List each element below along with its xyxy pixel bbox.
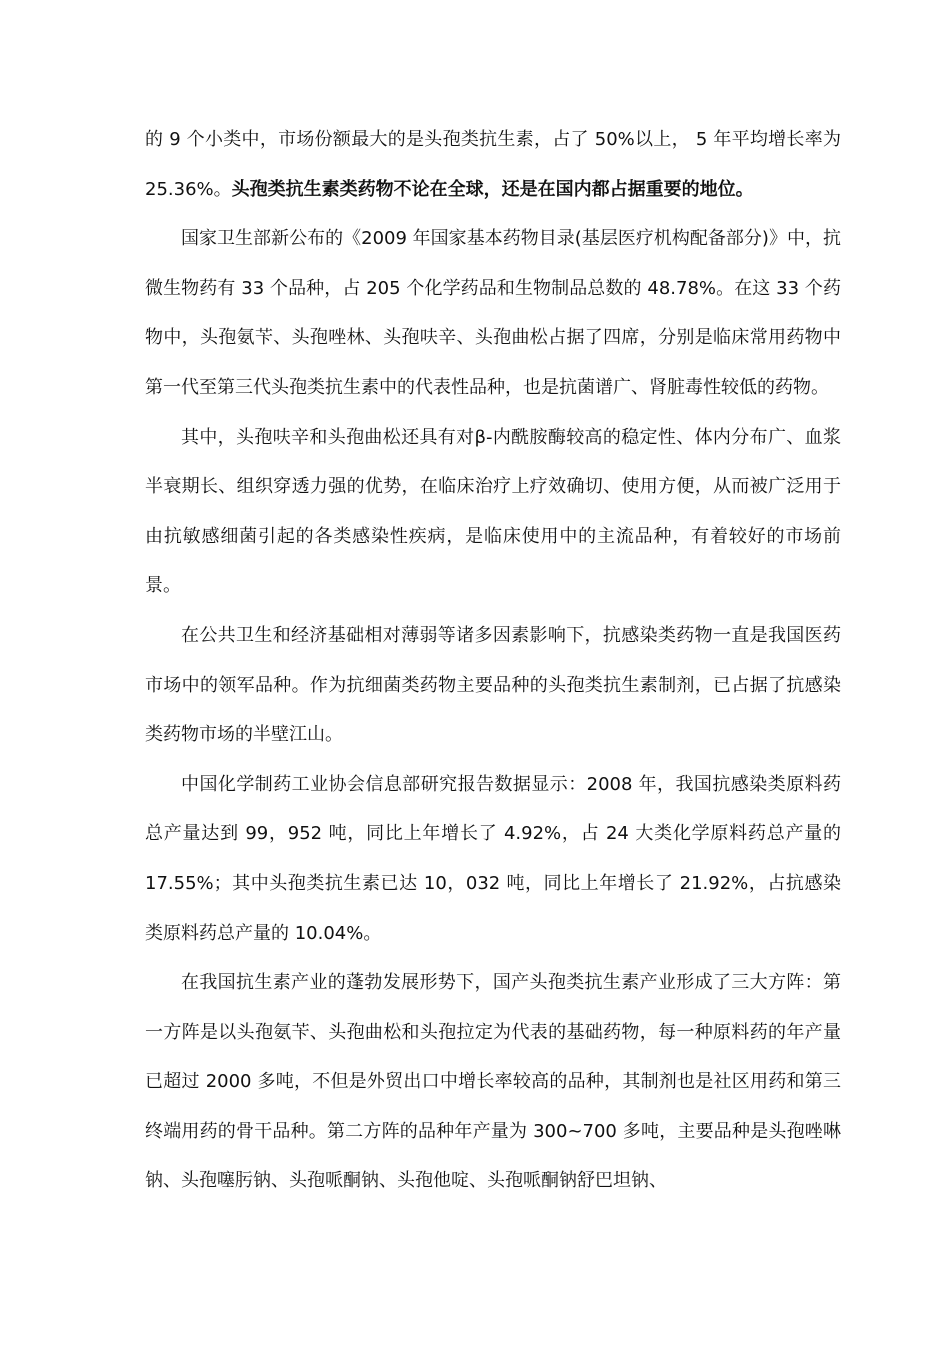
paragraph-6: 在我国抗生素产业的蓬勃发展形势下，国产头孢类抗生素产业形成了三大方阵：第一方阵是以头孢氨苄、头孢曲松和头孢拉定为代表的基础药物，每一种原料药的年产量已超过 2000 多吨，不但是外贸出口中增长率较高的品种，其制剂也是社区用药和第三终端用药的骨干品种。第二方阵的品种年产量为 300~700 多吨，主要品种是头孢唑啉钠、头孢噻肟钠、头孢哌酮钠、头孢他啶、头孢哌酮钠舒巴坦钠、 (145, 972, 841, 1192)
paragraph-1 (145, 115, 841, 214)
paragraph-5: 中国化学制药工业协会信息部研究报告数据显示：2008 年，我国抗感染类原料药总产量达到 99，952 吨，同比上年增长了 4.92%，占 24 大类化学原料药总产量的 17.55%；其中头孢类抗生素已达 10，032 吨，同比上年增长了 21.92%，占抗感染类原料药总产量的 10.04%。 (145, 773, 841, 944)
paragraph-4: 在公共卫生和经济基础相对薄弱等诸多因素影响下，抗感染类药物一直是我国医药市场中的领军品种。作为抗细菌类药物主要品种的头孢类抗生素制剂，已占据了抗感染类药物市场的半壁江山。 (145, 624, 841, 746)
document-body (145, 115, 841, 1206)
paragraph-2: 国家卫生部新公布的《2009 年国家基本药物目录(基层医疗机构配备部分)》中，抗微生物药有 33 个品种，占 205 个化学药品和生物制品总数的 48.78%。在这 33 个药物中，头孢氨苄、头孢唑林、头孢呋辛、头孢曲松占据了四席，分别是临床常用药物中第一代至第三代头孢类抗生素中的代表性品种，也是抗菌谱广、肾脏毒性较低的药物。 (145, 228, 841, 398)
paragraph-1-bold-text: 头孢类抗生素类药物不论在全球，还是在国内都占据重要的地位。 (231, 178, 754, 200)
paragraph-1-text: 的 9 个小类中，市场份额最大的是头孢类抗生素，占了 50%以上， 5 年平均增长率为 25.36%。 (145, 129, 841, 200)
paragraph-3: 其中，头孢呋辛和头孢曲松还具有对β-内酰胺酶较高的稳定性、体内分布广、血浆半衰期长、组织穿透力强的优势，在临床治疗上疗效确切、使用方便，从而被广泛用于由抗敏感细菌引起的各类感染性疾病，是临床使用中的主流品种，有着较好的市场前景。 (145, 426, 841, 597)
